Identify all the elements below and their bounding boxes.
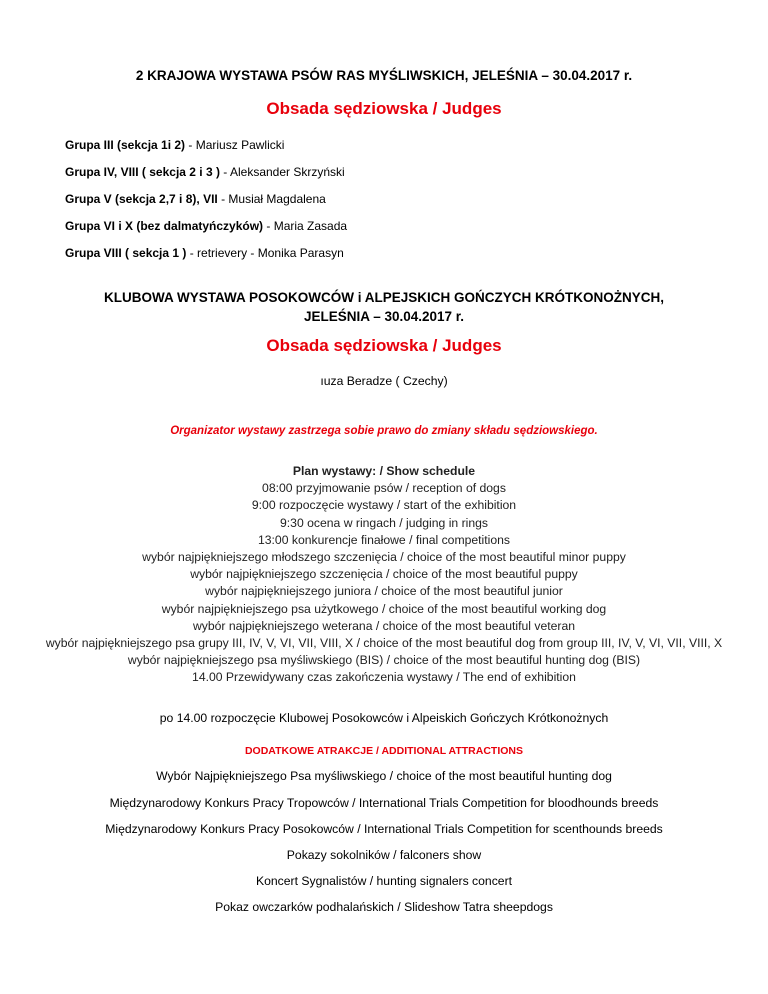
attraction-item: Pokazy sokolników / falconers show — [286, 848, 482, 862]
club-title-line: JELEŚNIA – 30.04.2017 r. — [303, 309, 465, 324]
schedule-item: wybór najpiękniejszego psa grupy III, IV, V, VI, VII, VIII, X / choice of the most beautiful dog from group III, IV, V, VI, VII, VIII, X — [45, 636, 723, 651]
attraction-item: Koncert Sygnalistów / hunting signalers concert — [255, 874, 513, 888]
attraction-item: Międzynarodowy Konkurs Pracy Tropowców / International Trials Competition for bloodhounds breeds — [109, 796, 659, 810]
group-label: Grupa VI i X (bez dalmatyńczyków) — [65, 219, 264, 233]
show-schedule — [30, 463, 738, 687]
judge-name: - Mariusz Pawlicki — [185, 138, 285, 152]
schedule-item: 08:00 przyjmowanie psów / reception of dogs — [262, 481, 506, 496]
schedule-item: 9:30 ocena w ringach / judging in rings — [280, 515, 488, 530]
judge-row — [65, 165, 347, 192]
organizer-note: Organizator wystawy zastrzega sobie prawo do zmiany składu sędziowskiego. — [170, 425, 598, 437]
club-judges-heading: Obsada sędziowska / Judges — [266, 336, 502, 355]
club-title-line: KLUBOWA WYSTAWA POSOKOWCÓW i ALPEJSKICH GOŃCZYCH KRÓTKONOŻNYCH, — [104, 290, 664, 305]
attraction-item: Wybór Najpiękniejszego Psa myśliwskiego / choice of the most beautiful hunting dog — [156, 769, 612, 783]
schedule-item: wybór najpiękniejszego psa użytkowego / choice of the most beautiful working dog — [161, 601, 607, 616]
schedule-item: wybór najpiękniejszego szczenięcia / choice of the most beautiful puppy — [190, 567, 578, 582]
schedule-after-note: po 14.00 rozpoczęcie Klubowej Posokowców i Alpeiskich Gończych Krótkonożnych — [159, 711, 609, 725]
group-label: Grupa III (sekcja 1i 2) — [65, 138, 186, 152]
schedule-item: 13:00 konkurencje finałowe / final competitions — [257, 532, 511, 547]
judge-name: - Aleksander Skrzyński — [219, 165, 345, 179]
judge-row — [65, 219, 347, 246]
judge-row — [65, 246, 347, 273]
attraction-item: Pokaz owczarków podhalańskich / Slideshow Tatra sheepdogs — [215, 900, 553, 914]
judge-row — [65, 192, 347, 219]
schedule-item: wybór najpiękniejszego młodszego szczenięcia / choice of the most beautiful minor puppy — [142, 550, 626, 565]
schedule-item: 9:00 rozpoczęcie wystawy / start of the exhibition — [251, 498, 517, 513]
schedule-item: wybór najpiękniejszego juniora / choice of the most beautiful junior — [205, 584, 563, 599]
judge-name: - Maria Zasada — [263, 219, 348, 233]
club-show-title — [40, 288, 728, 326]
group-label: Grupa V (sekcja 2,7 i 8), VII — [65, 192, 218, 206]
schedule-item: wybór najpiękniejszego psa myśliwskiego (BIS) / choice of the most beautiful hunting dog (BIS) — [127, 653, 641, 668]
schedule-item: 14.00 Przewidywany czas zakończenia wystawy / The end of exhibition — [192, 670, 576, 685]
group-label: Grupa IV, VIII ( sekcja 2 i 3 ) — [65, 165, 220, 179]
judge-name: - retrievery - Monika Parasyn — [186, 246, 344, 260]
judge-name: - Musiał Magdalena — [217, 192, 326, 206]
attractions-heading: DODATKOWE ATRAKCJE / ADDITIONAL ATTRACTIONS — [244, 745, 524, 757]
attraction-item: Międzynarodowy Konkurs Pracy Posokowców / International Trials Competition for scenthounds breeds — [105, 822, 663, 836]
schedule-item: wybór najpiękniejszego weterana / choice of the most beautiful veteran — [192, 618, 576, 633]
judges-heading: Obsada sędziowska / Judges — [266, 99, 502, 118]
page-title: 2 KRAJOWA WYSTAWA PSÓW RAS MYŚLIWSKICH, JELEŚNIA – 30.04.2017 r. — [135, 68, 633, 83]
judges-list — [65, 138, 347, 273]
schedule-heading: Plan wystawy: / Show schedule — [292, 464, 476, 478]
group-label: Grupa VIII ( sekcja 1 ) — [65, 246, 187, 260]
club-judge-name: ıuza Beradze ( Czechy) — [320, 374, 448, 388]
judge-row — [65, 138, 347, 165]
